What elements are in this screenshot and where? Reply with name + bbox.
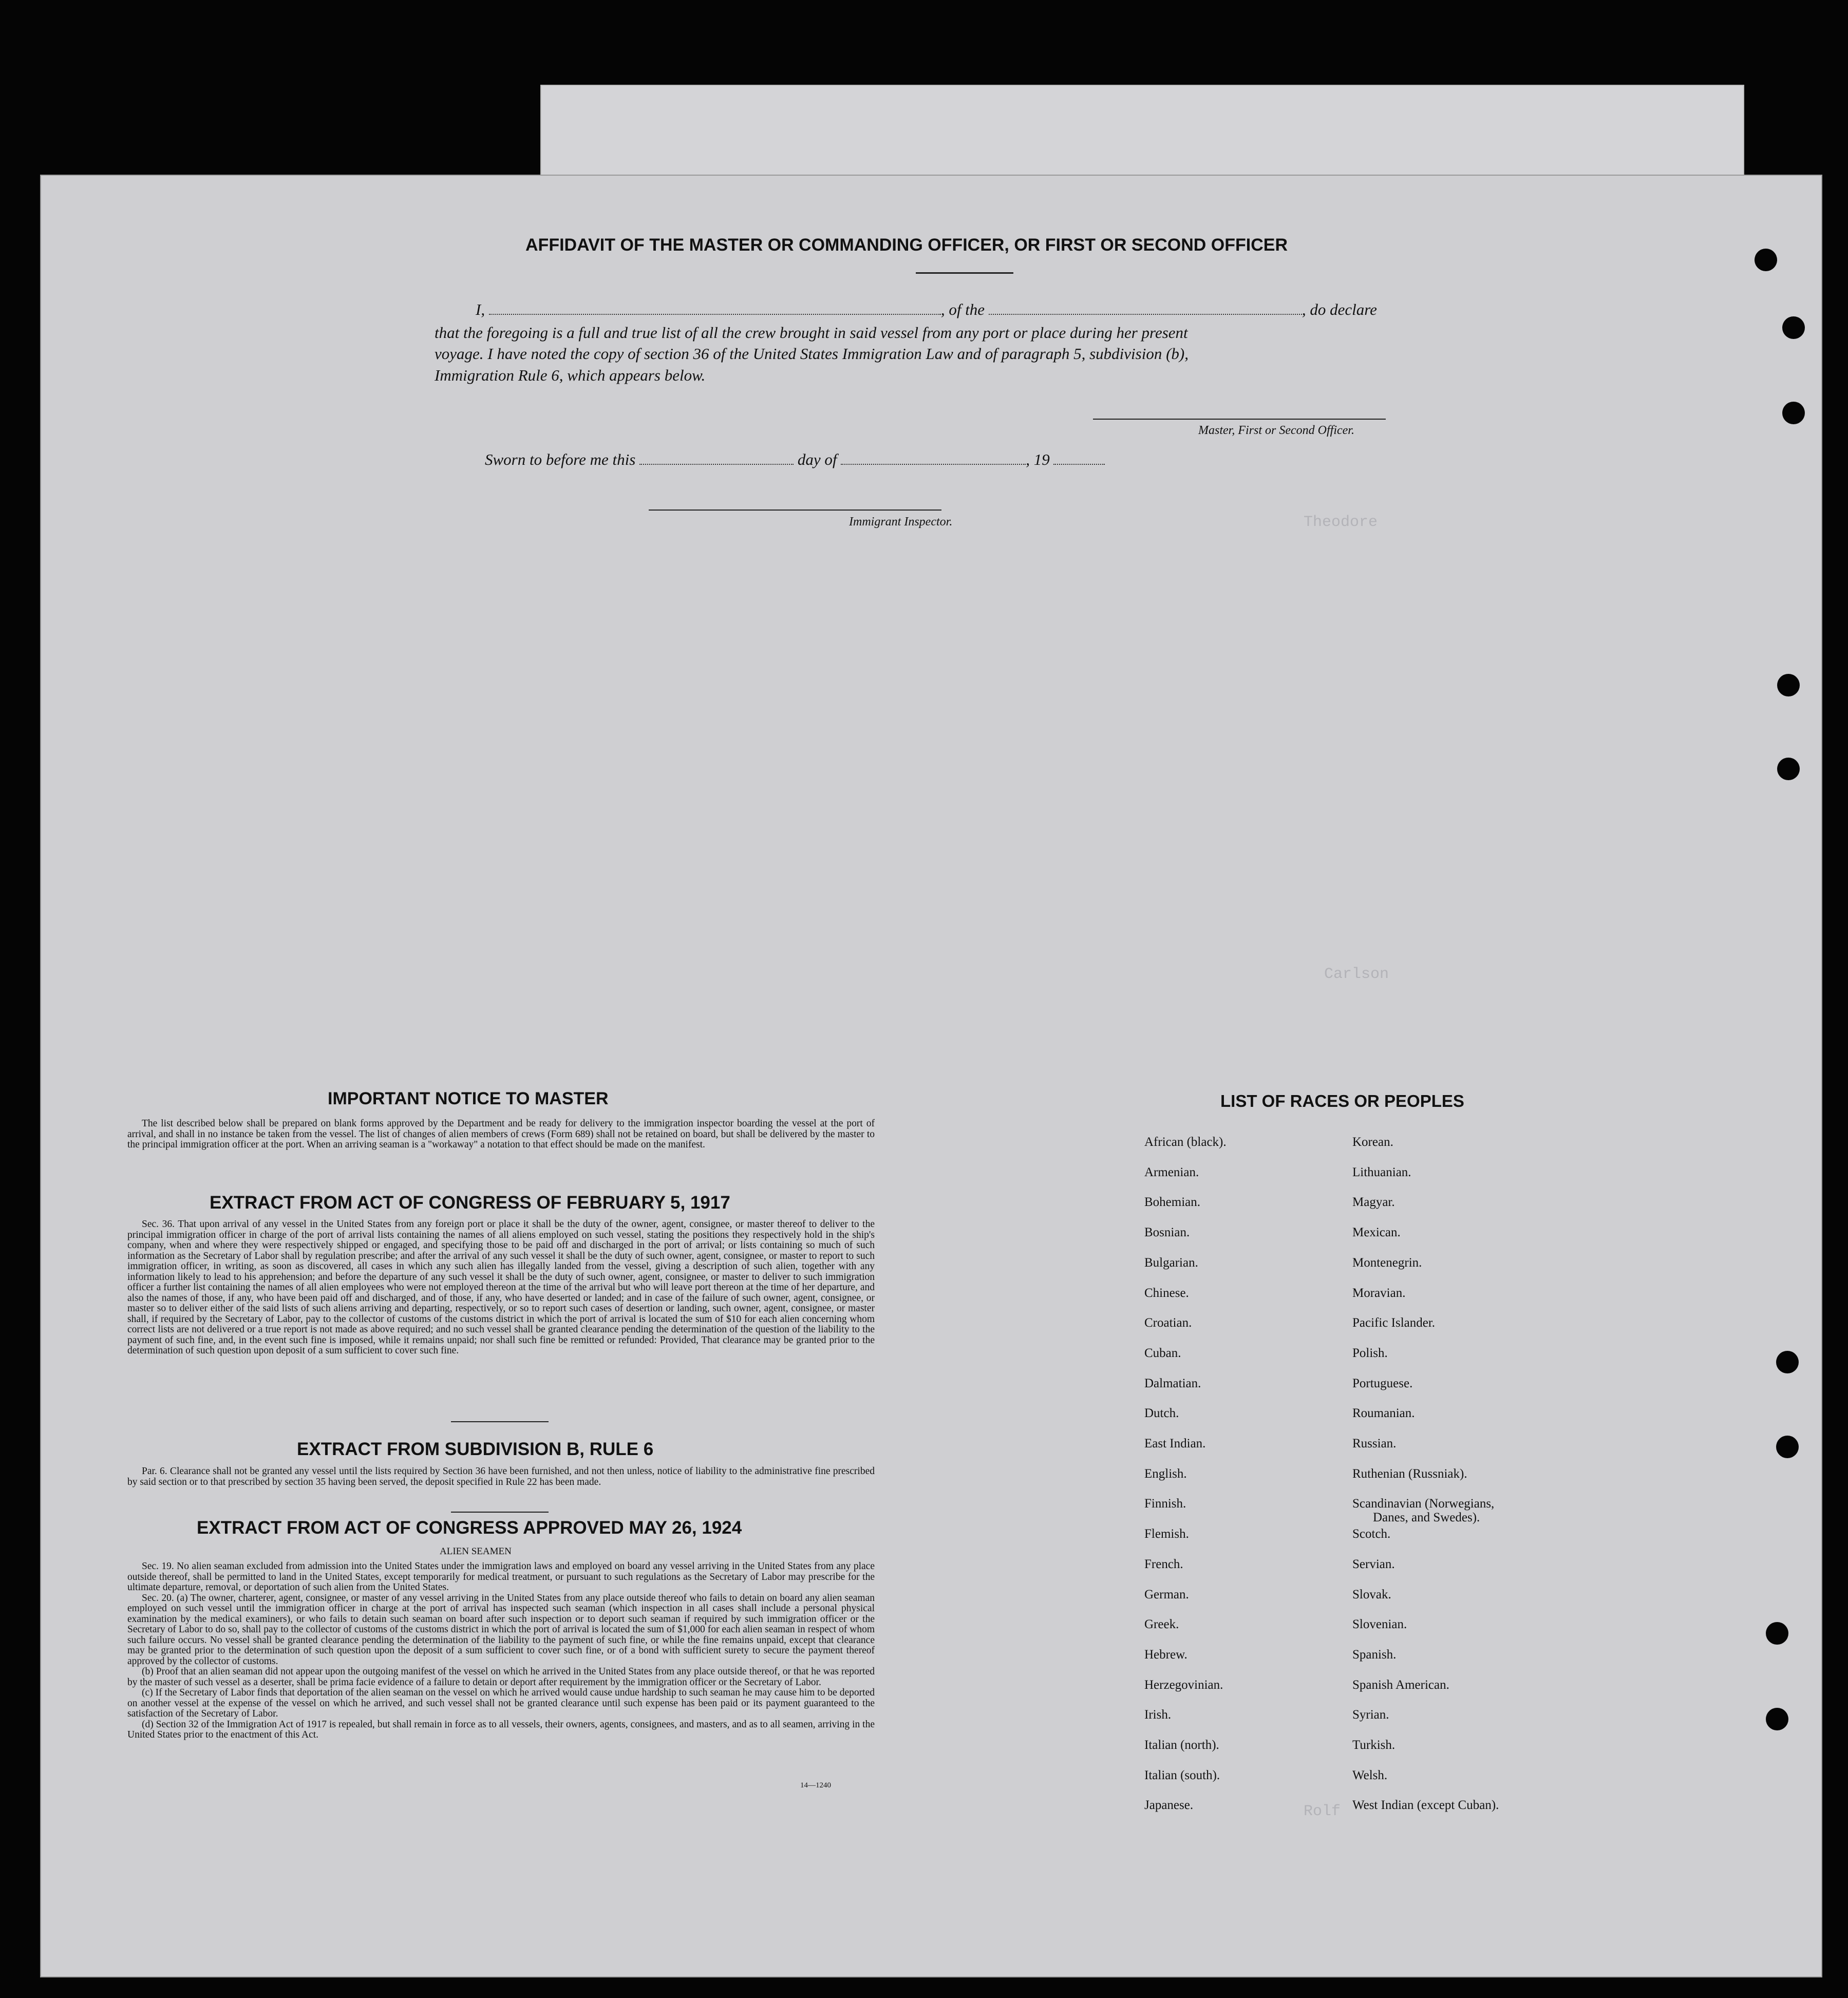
race-item: Slovak. [1352, 1587, 1391, 1601]
race-item: Spanish. [1352, 1647, 1397, 1662]
subdivision-title: EXTRACT FROM SUBDIVISION B, RULE 6 [297, 1439, 654, 1459]
race-item: Spanish American. [1352, 1677, 1449, 1692]
extract-1924-text [127, 1561, 875, 1741]
race-item: Mexican. [1352, 1226, 1401, 1240]
title-rule [916, 272, 1013, 274]
race-item: Herzegovinian. [1144, 1677, 1223, 1692]
race-item: Lithuanian. [1352, 1165, 1411, 1179]
inspector-label: Immigrant Inspector. [849, 515, 953, 529]
race-item: Finnish. [1144, 1497, 1186, 1511]
affidavit-line-1: I, , of the , do declare [476, 300, 1377, 318]
sworn-day-blank[interactable] [639, 464, 794, 465]
race-item: Greek. [1144, 1617, 1179, 1632]
signature-label: Master, First or Second Officer. [1198, 424, 1354, 437]
sec-20b: (b) Proof that an alien seaman did not appear upon the outgoing manifest of the vessel on which he arrived in the United States from any place outside thereof, or that he was reported by the master of such vessel as a deserter, shall be prima facie evidence of a failure to detain or deport after requirement by the immigration officer or the Secretary of Labor. [127, 1666, 875, 1688]
race-item: Syrian. [1352, 1708, 1389, 1722]
race-item: Bulgarian. [1144, 1255, 1198, 1270]
race-item: Hebrew. [1144, 1647, 1187, 1662]
binder-hole [1766, 1708, 1788, 1730]
race-item: Turkish. [1352, 1738, 1396, 1752]
race-item: Pacific Islander. [1352, 1316, 1436, 1330]
sec-19: Sec. 19. No alien seaman excluded from admission into the United States under the immigration laws and employed on board any vessel arriving in the United States from any place outside thereof, shall be permitted to land in the United States, except temporarily for medical treatment, or pursuant to such regulations as the Secretary of Labor may prescribe for the ultimate departure, removal, or deportation of such alien from the United States. [127, 1561, 875, 1593]
race-item: Flemish. [1144, 1527, 1189, 1541]
binder-hole [1782, 316, 1805, 339]
binder-hole [1782, 402, 1805, 424]
race-item: Italian (south). [1144, 1768, 1220, 1782]
inspector-line[interactable] [649, 510, 941, 511]
sworn-year-blank[interactable] [1053, 464, 1105, 465]
divider-2 [451, 1512, 549, 1513]
affidavit-title: AFFIDAVIT OF THE MASTER OR COMMANDING OFFICER, OR FIRST OR SECOND OFFICER [525, 235, 1288, 255]
race-item: Bosnian. [1144, 1226, 1190, 1240]
race-item: Croatian. [1144, 1316, 1192, 1330]
race-item: Polish. [1352, 1346, 1388, 1360]
race-item: Ruthenian (Russniak). [1352, 1466, 1467, 1481]
alien-seamen-subtitle: ALIEN SEAMEN [440, 1546, 512, 1557]
race-item: Japanese. [1144, 1798, 1194, 1813]
binder-hole [1776, 1436, 1799, 1458]
vessel-blank[interactable] [989, 314, 1302, 315]
extract-1917-title: EXTRACT FROM ACT OF CONGRESS OF FEBRUARY 5, 1917 [210, 1193, 730, 1213]
race-item: Scandinavian (Norwegians, Danes, and Swedes). [1352, 1497, 1495, 1525]
race-item: Italian (north). [1144, 1738, 1219, 1752]
signature-line[interactable] [1093, 419, 1386, 420]
race-item: Irish. [1144, 1708, 1172, 1722]
divider-1 [451, 1421, 549, 1422]
race-item: East Indian. [1144, 1437, 1206, 1450]
race-item: Scotch. [1352, 1527, 1391, 1541]
race-item: Dalmatian. [1144, 1376, 1201, 1390]
notice-text: The list described below shall be prepared on blank forms approved by the Department and be ready for delivery to the immigration inspector boarding the vessel at the port of arrival, and shall in no instance be taken from the vessel. The list of changes of alien members of crews (Form 689) shall not be retained on board, but shall be delivered by the master to the principal immigration officer at the port. When an arriving seaman is a "workaway" a notation to that effect should be made on the manifest. [127, 1118, 875, 1150]
sworn-line: Sworn to before me this day of , 19 [485, 450, 1105, 469]
race-item: Bohemian. [1144, 1195, 1201, 1210]
race-item: Russian. [1352, 1437, 1397, 1450]
race-item: Welsh. [1352, 1768, 1388, 1782]
race-item: Roumanian. [1352, 1406, 1415, 1421]
sworn-month-blank[interactable] [841, 464, 1026, 465]
binder-hole [1776, 1351, 1799, 1373]
race-item: Chinese. [1144, 1286, 1189, 1300]
race-item: Moravian. [1352, 1286, 1406, 1300]
race-item: Servian. [1352, 1557, 1395, 1571]
race-item: African (black). [1144, 1135, 1227, 1149]
sec-20d: (d) Section 32 of the Immigration Act of 1917 is repealed, but shall remain in force as to all vessels, their owners, agents, consignees, and masters, and as to all seamen, arriving in the United States prior to the enactment of this Act. [127, 1719, 875, 1740]
races-title: LIST OF RACES OR PEOPLES [1220, 1091, 1464, 1110]
binder-hole [1777, 674, 1800, 696]
race-item: Dutch. [1144, 1406, 1179, 1421]
race-item: Korean. [1352, 1135, 1393, 1149]
race-item: English. [1144, 1466, 1187, 1481]
subdivision-text: Par. 6. Clearance shall not be granted any vessel until the lists required by Section 36 have been furnished, and not then unless, notice of liability to the administrative fine prescribed by said section or to that prescribed by section 35 having been served, the deposit specified in Rule 22 has been made. [127, 1466, 875, 1487]
race-item: West Indian (except Cuban). [1352, 1798, 1499, 1813]
race-item: Cuban. [1144, 1346, 1181, 1360]
race-item: Slovenian. [1352, 1617, 1407, 1632]
binder-hole [1766, 1622, 1788, 1645]
sec-20c: (c) If the Secretary of Labor finds that deportation of the alien seaman on the vessel on which he arrived would cause undue hardship to such seaman he may cause him to be deported on another vessel at the expense of the vessel on which he arrived, and such vessel shall not be granted clearance until such expense has been paid or its payment guaranteed to the satisfaction of the Secretary of Labor. [127, 1687, 875, 1719]
race-item: Montenegrin. [1352, 1255, 1422, 1270]
race-item: Armenian. [1144, 1165, 1199, 1179]
extract-1917-text: Sec. 36. That upon arrival of any vessel in the United States from any foreign port or place it shall be the duty of the owner, agent, consignee, or master thereof to deliver to the principal immigration officer in charge of the port of arrival lists containing the names of all aliens employed on such vessel, stating the positions they respectively hold in the ship's company, when and where they were respectively shipped or engaged, and specifying those to be paid off and discharged in the port of arrival; or lists containing so much of such information as the Secretary of Labor shall by regulation prescribe; and after the arrival of any such vessel it shall be the duty of such owner, agent, consignee, or master to report to such immigration officer, in writing, as soon as discovered, all cases in which any such alien has illegally landed from the vessel, giving a description of such alien, together with any information likely to lead to his apprehension; and before the departure of any such vessel it shall be the duty of such owner, agent, consignee, or master to deliver to such immigration officer a further list containing the names of all alien employees who were not employed thereon at the time of the arrival but who will leave port thereon at the time of her departure, and also the names of those, if any, who have been paid off and discharged, and of those, if any, who have deserted or landed; and in case of the failure of such owner, agent, consignee, or master so to deliver either of the said lists of such aliens arriving and departing, respectively, or so to report such cases of desertion or landing, such owner, agent, consignee, or master shall, if required by the Secretary of Labor, pay to the collector of customs of the customs district in which the port of arrival is located the sum of $10 for each alien concerning whom correct lists are not delivered or a true report is not made as above required; and no such vessel shall be granted clearance pending the determination of the question of the liability to the payment of such fine, and, in the event such fine is imposed, while it remains unpaid; nor shall such fine be remitted or refunded: Provided, That clearance may be granted prior to the determination of such question upon deposit of a sum sufficient to cover such fine. [127, 1219, 875, 1356]
extract-1924-title: EXTRACT FROM ACT OF CONGRESS APPROVED MAY 26, 1924 [197, 1518, 742, 1538]
race-item: French. [1144, 1557, 1183, 1571]
race-item: German. [1144, 1587, 1189, 1601]
race-item: Portuguese. [1352, 1376, 1413, 1390]
notice-title: IMPORTANT NOTICE TO MASTER [328, 1089, 609, 1108]
sec-20a: Sec. 20. (a) The owner, charterer, agent, consignee, or master of any vessel arriving in the United States from any place outside thereof who fails to detain on board any alien seaman employed on such vessel until the immigration officer in charge at the port of arrival has inspected such seaman (which inspection in all cases shall include a personal physical examination by the medical examiners), or who fails to detain such seaman on board after such inspection or to deport such seaman if required by such immigration officer or the Secretary of Labor to do so, shall pay to the collector of customs of the customs district in which the port of arrival is located the sum of $1,000 for each alien seaman in respect of whom such failure occurs. No vessel shall be granted clearance pending the determination of the liability to the payment of such fine, or while the fine remains unpaid, except that clearance may be granted prior to the determination of such question upon the deposit of a sum sufficient to cover such fine, or of a bond with sufficient surety to secure the payment thereof approved by the collector of customs. [127, 1592, 875, 1667]
affidavit-line-2: that the foregoing is a full and true list of all the crew brought in said vessel from any port or place during her present [435, 324, 1188, 342]
affidavit-line-4: Immigration Rule 6, which appears below. [435, 366, 706, 384]
form-number: 14—1240 [800, 1781, 831, 1789]
binder-hole [1755, 249, 1777, 271]
affidavit-line-3: voyage. I have noted the copy of section 36 of the United States Immigration Law and of paragraph 5, subdivision (b), [435, 345, 1189, 363]
binder-hole [1777, 758, 1800, 780]
manifest-sheet: Theodore Carlson Rolf AFFIDAVIT OF THE MASTER OR COMMANDING OFFICER, OR FIRST OR SECOND OFFICER I, , of the , do declare that the foregoing is a full and true list of all the crew brought in said vessel from any port or place during her present voyage. I have noted the copy of section 36 of the United States Immigration Law and of paragraph 5, subdivision (b), Immigration Rule 6, which appears below. Master, First or Second Officer. Sworn to before me this day of , 19 Immigrant Inspector. IMPORTANT NOTICE TO MASTER The list described below shall be prepared on blank forms approved by the Department and be ready for delivery to the immigration inspector boarding the vessel at the port of arrival, and shall in no instance be taken from the vessel. The list of changes of alien members of crews (Form 689) shall not be retained on board, but shall be delivered by the master to the principal immigration officer at the port. When an arriving seaman is a "workaway" a notation to that effect should be made on the manifest. EXTRACT FROM ACT OF CONGRESS OF FEBRUARY 5, 1917 Sec. 36. That upon arrival of any vessel in the United States from any foreign port or place it shall be the duty of the owner, agent, consignee, or master thereof to deliver to the principal immigration officer in charge of the port of arrival lists containing the names of all aliens employed on such vessel, stating the positions they respectively hold in the ship's company, when and where they were respectively shipped or engaged, and specifying those to be paid off and discharged in the port of arrival; or lists containing so much of such information as the Secretary of Labor shall by regulation prescribe; and after the arrival of any such vessel it shall be the duty of such owner, agent, consignee, or master to report to such immigration officer, in writing, as soon as discovered, all cases in which any such alien has illegally landed from the vessel, giving a description of such alien, together with any information likely to lead to his apprehension; and before the departure of any such vessel it shall be the duty of such owner, agent, consignee, or master to deliver to such immigration officer a further list containing the names of all alien employees who were not employed thereon at the time of the arrival but who will leave port thereon at the time of her departure, and also the names of those, if any, who have been paid off and discharged, and of those, if any, who have deserted or landed; and in case of the failure of such owner, agent, consignee, or master so to deliver either of the said lists of such aliens arriving and departing, respectively, or so to report such cases of desertion or landing, such owner, agent, consignee, or master shall, if required by the Secretary of Labor, pay to the collector of customs of the customs district in which the port of arrival is located the sum of $10 for each alien concerning whom correct lists are not delivered or a true report is not made as above required; and no such vessel shall be granted clearance pending the determination of the question of the liability to the payment of such fine, and, in the event such fine is imposed, while it remains unpaid; nor shall such fine be remitted or refunded: Provided, That clearance may be granted prior to the determination of such question upon deposit of a sum sufficient to cover such fine. EXTRACT FROM SUBDIVISION B, RULE 6 Par. 6. Clearance shall not be granted any vessel until the lists required by Section 36 have been furnished, and not then unless, notice of liability to the administrative fine prescribed by said section or to that prescribed by section 35 having been served, the deposit specified in Rule 22 has been made. EXTRACT FROM ACT OF CONGRESS APPROVED MAY 26, 1924 ALIEN SEAMEN Sec. 19. No alien seaman excluded from admission into the United States under the immigration laws and employed on board any vessel arriving in the United States from any place outside thereof, shall be permitted to land in the United States, except temporarily for medical treatment, or pursuant to such regulations as the Secretary of Labor may prescribe for the ultimate departure, removal, or deportation of such alien from the United States. Sec. 20. (a) The owner, charterer, agent, consignee, or master of any vessel arriving in the United States from any place outside thereof who fails to detain on board any alien seaman employed on such vessel until the immigration officer in charge at the port of arrival has inspected such seaman (which inspection in all cases shall include a personal physical examination by the medical examiners), or who fails to detain such seaman on board after such inspection or to deport such seaman if required by such immigration officer or the Secretary of Labor to do so, shall pay to the collector of customs of the customs district in which the port of arrival is located the sum of $1,000 for each alien seaman in respect of whom such failure occurs. No vessel shall be granted clearance pending the determination of the liability to the payment of such fine, or while the fine remains unpaid, except that clearance may be granted prior to the determination of such question upon the deposit of a sum sufficient to cover such fine, or of a bond with sufficient surety to secure the payment thereof approved by the collector of customs. (b) Proof that an alien seaman did not appear upon the outgoing manifest of the vessel on which he arrived in the United States from any place outside thereof, or that he was reported by the master of such vessel as a deserter, shall be prima facie evidence of a failure to detain or deport after requirement by the immigration officer or the Secretary of Labor. (c) If the Secretary of Labor finds that deportation of the alien seaman on the vessel on which he arrived would cause undue hardship to such seaman he may cause him to be deported on another vessel at the expense of the vessel on which he arrived, and such vessel shall not be granted clearance until such expense has been paid or its payment guaranteed to the satisfaction of the Secretary of Labor. (d) Section 32 of the Immigration Act of 1917 is repealed, but shall remain in force as to all vessels, their owners, agents, consignees, and masters, and as to all seamen, arriving in the United States prior to the enactment of this Act. 14—1240 LIST OF RACES OR PEOPLES African (black). Armenian. Bohemian. Bosnian. Bulgarian. Chinese. Croatian. Cuban. Dalmatian. Dutch. East Indian. English. Finnish. Flemish. French. German. Greek. Hebrew. Herzegovinian. Irish. Italian (north). Italian (south). Japanese. Korean. Lithuanian. Magyar. Mexican. Montenegrin. Moravian. Pacific Islander. Polish. Portuguese. Roumanian. Russian. Ruthenian (Russniak). Scandinavian (Norwegians, Danes, and Swedes). Scotch. Servian. Slovak. Slovenian. Spanish. Spanish American. Syrian. Turkish. Welsh. West Indian (except Cuban). [40, 175, 1822, 1977]
race-item: Magyar. [1352, 1195, 1395, 1210]
name-blank[interactable] [489, 314, 941, 315]
